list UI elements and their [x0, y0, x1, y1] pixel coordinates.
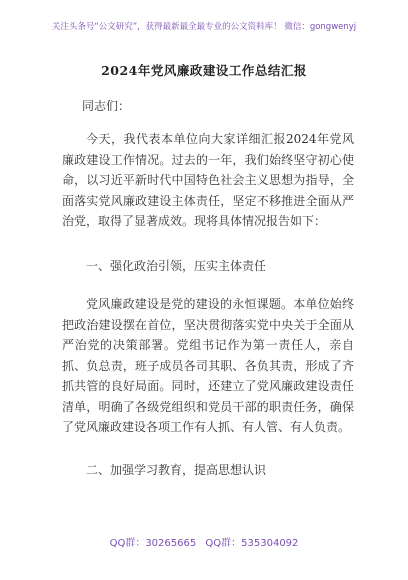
document-title: 2024年党风廉政建设工作总结汇报: [101, 63, 307, 78]
greeting: 同志们：: [82, 99, 131, 113]
section-heading-2: 二、加强学习教育，提高思想认识: [86, 463, 267, 477]
section-heading-1: 一、强化政治引领，压实主体责任: [86, 259, 267, 273]
footer-qq-group-1: QQ群：30265665: [109, 538, 197, 549]
section-1-paragraph: 党风廉政建设是党的建设的永恒课题。本单位始终把政治建设摆在首位，坚决贯彻落实党中央关于全面从严治党的决策部署。党组书记作为第一责任人，亲自抓、负总责，班子成员各司其职、各负其责，形成了齐抓共管的良好局面。同时，还建立了党风廉政建设责任清单，明确了各级党组织和党员干部的职责任务，确保了党风廉政建设各项工作有人抓、有人管、有人负责。: [62, 297, 354, 434]
header-promo-note: 关注头条号“公文研究”，获得最新最全最专业的公文资料库！ 微信：gongwenyj: [51, 22, 357, 32]
footer-qq-groups: [0, 534, 408, 549]
footer-qq-group-2: QQ群：535304092: [205, 538, 299, 549]
intro-paragraph: 今天，我代表本单位向大家详细汇报2024年党风廉政建设工作情况。过去的一年，我们始终坚守初心使命，以习近平新时代中国特色社会主义思想为指导，全面落实党风廉政建设主体责任，坚定不移推进全面从严治党，取得了显著成效。现将具体情况报告如下：: [62, 132, 354, 228]
